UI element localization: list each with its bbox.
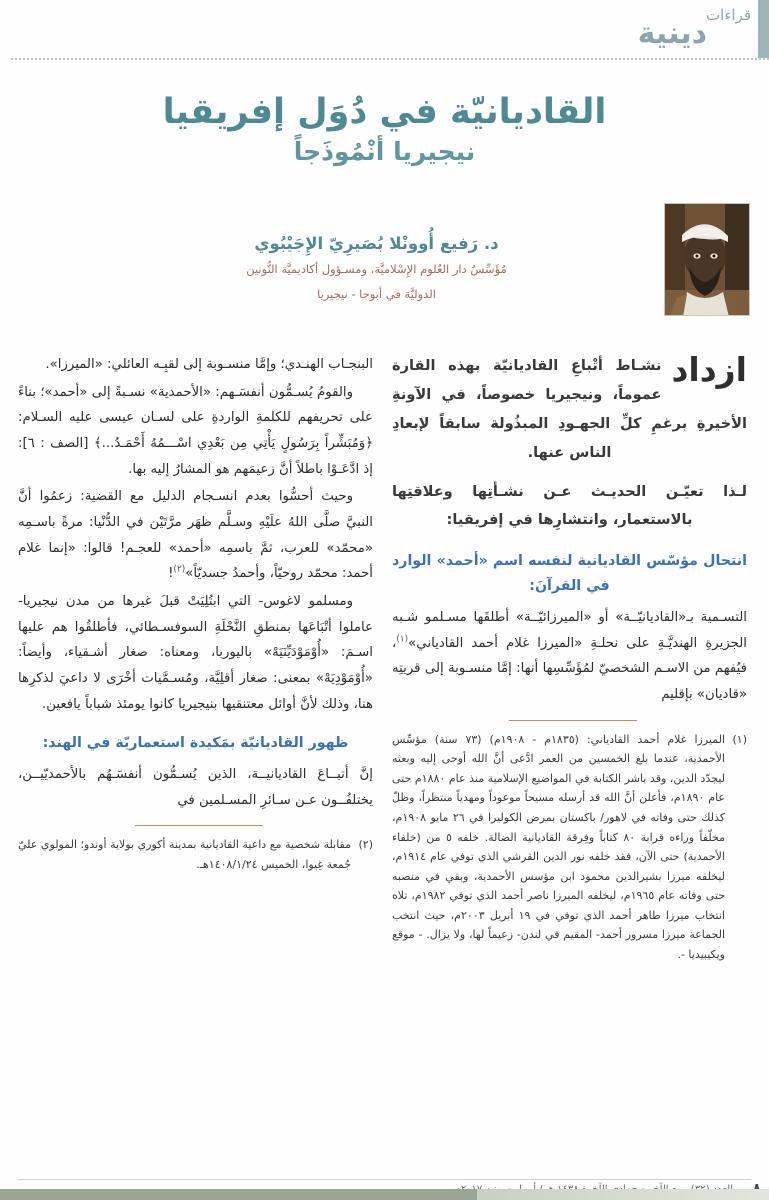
footnote-separator-left [135,825,263,826]
footnote-right [392,730,747,965]
intro-line-5: لـذا تعيّـن الحديـث عـن نشـأتِها وعلاقتِها [392,482,747,500]
intro-line-2: عموماً، ونيجيريا خصوصاً، في [441,385,662,403]
intro-line-4: سابقاً لإبعادِ الناس عنها. [392,414,612,461]
article-title-block [0,92,769,166]
footnote-ref-1[interactable]: (١) [396,634,409,645]
left-paragraph-2: والقومُ يُسـمُّون أنفسَـهم: «الأحمدية» نسـبةً إلى «أحمد»؛ بناءً على تحريفهم للكلمةِ الواردةِ على لسـان عيسى عليه السـلام: ﴿وَمُبَشِّراً بِرَسُولٍ يَأْتِي مِن بَعْدِي اسْـــمُهُ أَحْمَـدُ...﴾ [الصف : ٦]: إذ ادَّعَـوْا باطلاً أنَّ زعيمَهم هو المشارُ إليه بها. [18,384,373,477]
footnote-left [18,835,373,874]
footer-rule [18,1179,751,1180]
left-paragraph-5: إنَّ أتبــاعَ القاديانيــة، الذين يُسـمُّون أنفسَـهُم بالأحمديّيــن، يختلفُــون عـن سـائرِ المسـلمين في [18,767,373,808]
page-header [0,0,769,62]
section-heading-right: انتحال مؤسّس القاديانية لنفسه اسم «أحمد» الوارد في القرآنَ: [392,553,747,595]
intro-line-1: نشـاط أتْباعِ القاديانيّة بهذه القارة [392,357,662,374]
intro-line-6: بالاستعمار، وانتشارِها في إفريقيا: [446,511,693,529]
right-para-1-text: التسـمية بـ«القاديانيّــة» أو «الميرزائيّــة» أطلقَها مسـلمو شـبه الجزيرةِ الهنديَّـةِ على نحلـةِ «الميرزا غلام أحمد القادياني» [392,610,747,651]
footnote-separator-right [509,720,637,721]
left-para-3-end: ! [168,566,174,582]
column-left [18,352,373,875]
drop-cap: ازداد [671,350,747,389]
author-portrait [664,203,750,316]
header-masthead: دينية [637,16,707,51]
right-para-1-cont: ، فيُفهم من الاسـم الشخصيّ لمُؤَسِّسِها أنها: إمَّا منسـوبة إلى قريتِه «قاديان» بإقليم [392,635,747,702]
left-para-3-text: وحيث أحسُّوا بعدم انسـجام الدليل مع القضية: زعمُوا أنَّ النبيَّ صلَّى اللهُ علَيْهِ وسـلَّم ظهَر مرَّتَيْن في الدُّنْيا: مرةً باسـمِه «محمّد» للعرب، ثمَّ باسمِه «أحمد» للعجـم! قالوا: «إنما غلام أحمد: محمّد روحيّاً، وأحمدُ جسديّاً» [18,489,373,582]
left-paragraph-3 [18,484,373,587]
left-paragraph-4: ومسلمو لاغوس- التي ابتُلِيَتْ قبلَ غيرها من مدن نيجيريا- عاملوا أتْبَاعَها بمنطقِ النَّحْلَةِ السوفسـطائي، فأطلقُوا هم عليها اسـمَ: «أُوْمَوْدَيِّنَيَهْ» باليوربا، ومعناه: صغار أشـقياء، وأيضاً: «أُوْمَوْدِيَهْ» بمعنى: صغار أقلِيَّة، ومُسـمَّيات أخْرَى لا داعيَ لذكرِها هنا، وذلك لأنَّ أوائل معتنقيها بنيجيريا كانوا يومئذ شباباً يافعين. [18,593,373,712]
header-edge-bar [758,0,769,58]
author-block [184,232,569,304]
author-name: د. رَفيع أُوونْلا بُصَيرِيّ الإِجَيْبُوي [254,234,499,253]
portrait-image [664,204,749,316]
page-title: القاديانيّة في دُوَل إفريقيا [162,92,607,132]
header-kicker: قراءات [706,6,751,24]
intro-line-3: الآونةِ الأخيرةِ برغمِ كلِّ الجهـودِ المبذُولة [392,385,747,432]
left-paragraph-1: البنجـاب الهنـدي؛ وإمَّا منسـوبة إلى لقبِـه العائلي: «الميرزا». [45,357,373,372]
intro-paragraph-tail [392,478,747,536]
page-footer [0,1168,769,1200]
footnote-right-text: الميرزا غلام أحمد القادياني: (١٨٣٥م - ١٩٠٨م) (٧٣ سنة) مؤسِّس الأحمدية، عندما بلغ الخمسين من العمر ادَّعى أنَّ الله أوحى إليه وبعثه ليجدّد الدين، وقد باشر الكتابة في المواضيع الإسلامية منذ عام ١٨٨٠م حتى عام ١٨٩٠م، فأعلن أنَّ الله قد أرسله مسيحاً موعوداً ومهدياً منتظراً، وظلّ كذلك حتى وفاته في لاهور/ باكستان بمرض الكوليرا في ٢٦ مايو ١٩٠٨م، مخلّفاً وراءه قرابة ٨٠ كتاباً وفِرقة القاديانية الضالة. خلفه ٥ من (خلفاء الأحمدية) حتى الآن، فقد خلفه نور الدين القرشي الذي توفي عام ١٩١٤م، ليخلفه ميرزا بشيرالدين محمود ابن مؤسس الأحمدية، وبقي في منصبه حتى وفاته عام ١٩٦٥م، ليخلفه الميرزا ناصر أحمد الذي توفي ١٩٨٢م، تلاه انتخاب ميرزا طاهر أحمد الذي توفي في ١٩ أبريل ٢٠٠٣م، حيث انتخب الجماعة ميرزا مسرور أحمد- المقيم في لندن- زعيماً لها، ولا يزال. - موقع ويكيبيديا -. [392,732,725,962]
section-heading-left: ظهور القاديانيّة بمَكيدة استعماريّة في الهند: [42,735,349,752]
header-dotted-rule [11,58,769,60]
author-role-line-1: مُؤَسِّسُ دار العُلوم الإِسْلاميَّة، ومسـؤول أكاديميَّة النُّونين [246,262,507,277]
author-role-line-2: الدوليَّة في أبوجا - نيجيريا [317,286,436,301]
footer-band [0,1189,769,1200]
column-right [392,352,747,965]
footnote-left-number: (٢) [358,838,373,852]
footnote-ref-2[interactable]: (٢) [173,564,186,575]
right-paragraph-1 [392,605,747,708]
footnote-left-text: مقابلة شخصية مع داعية القاديانية بمدينة أكوري بولاية أوندو؛ المولوي عليّ جُمعة غِيوا، الخميس ١٤٠٨/١/٢٤هـ. [18,838,351,871]
footnote-right-number: (١) [732,732,747,746]
page-subtitle: نيجيريا أنْمُوذَجاً [293,137,476,167]
intro-paragraph [392,352,747,468]
